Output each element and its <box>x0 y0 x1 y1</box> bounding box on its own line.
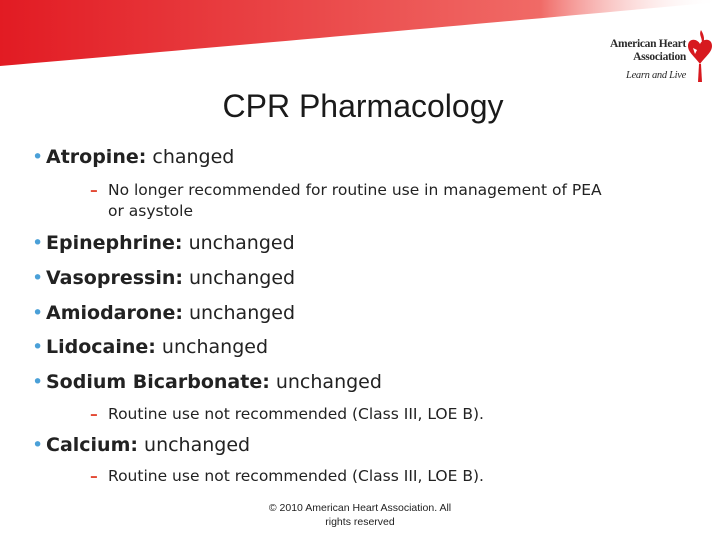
drug-name: Lidocaine: <box>46 336 156 358</box>
bullet-dot: • <box>32 434 44 456</box>
subbullet-line: or asystole <box>108 202 194 220</box>
subbullet-atropine <box>90 180 602 222</box>
subbullet-line: Routine use not recommended (Class III, LOE B). <box>108 405 484 423</box>
drug-status: unchanged <box>182 302 296 324</box>
bullet-dot: • <box>32 302 44 324</box>
drug-name: Sodium Bicarbonate: <box>46 371 270 393</box>
bullet-dot: • <box>32 336 44 358</box>
drug-name: Calcium: <box>46 434 138 456</box>
bullet-dot: • <box>32 146 44 168</box>
drug-status: unchanged <box>182 267 296 289</box>
bullet-calcium <box>32 434 251 456</box>
heart-torch-icon <box>684 26 716 84</box>
bullet-vasopressin <box>32 267 296 289</box>
drug-name: Atropine: <box>46 146 147 168</box>
bullet-epinephrine <box>32 232 295 254</box>
footer-line-1: © 2010 American Heart Association. All <box>268 502 452 514</box>
drug-name: Epinephrine: <box>46 232 183 254</box>
subbullet-calcium <box>90 466 484 487</box>
aha-logo <box>582 26 716 86</box>
dash-marker: – <box>90 181 98 199</box>
bullet-dot: • <box>32 371 44 393</box>
bullet-sodium-bicarbonate <box>32 371 382 393</box>
copyright-footer <box>245 501 475 529</box>
slide-title: CPR Pharmacology <box>222 88 504 124</box>
dash-marker: – <box>90 467 98 485</box>
logo-tagline: Learn and Live <box>626 70 686 81</box>
subbullet-line: Routine use not recommended (Class III, LOE B). <box>108 467 484 485</box>
drug-status: unchanged <box>182 232 295 254</box>
drug-name: Amiodarone: <box>46 302 183 324</box>
drug-status: unchanged <box>137 434 251 456</box>
footer-line-2: rights reserved <box>325 516 395 528</box>
bullet-dot: • <box>32 267 44 289</box>
subbullet-line: No longer recommended for routine use in management of PEA <box>108 181 602 199</box>
logo-line-1: American Heart <box>610 38 686 50</box>
subbullet-bicarbonate <box>90 404 484 425</box>
bullet-amiodarone <box>32 302 296 324</box>
drug-name: Vasopressin: <box>46 267 183 289</box>
logo-line-2: Association <box>633 51 686 63</box>
dash-marker: – <box>90 405 98 423</box>
bullet-lidocaine <box>32 336 268 358</box>
drug-status: changed <box>146 146 235 168</box>
drug-status: unchanged <box>269 371 382 393</box>
bullet-atropine <box>32 146 235 168</box>
bullet-dot: • <box>32 232 44 254</box>
drug-status: unchanged <box>155 336 268 358</box>
